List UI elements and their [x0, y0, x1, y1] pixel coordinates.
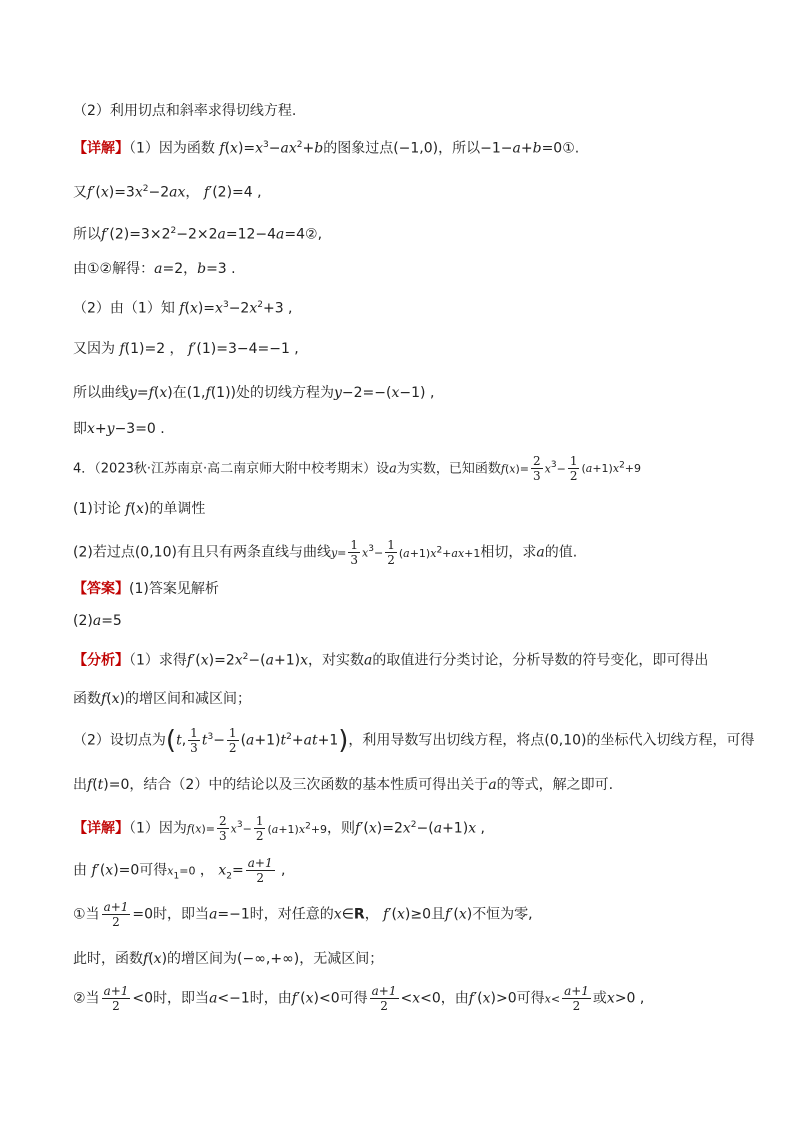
text: （1）因为 [129, 820, 187, 837]
text: ，利用导数写出切线方程，将点 [348, 732, 545, 749]
text: 又因为 [73, 341, 115, 357]
text: 的图象过点 [323, 140, 394, 157]
text: ， [185, 184, 200, 201]
text-line: 出f(t)=0，结合（2）中的结论以及三次函数的基本性质可得出关于a的等式，解之即可. [73, 777, 614, 793]
text-line: 函数f(x)的增区间和减区间； [73, 691, 252, 707]
text: 可得 [516, 990, 545, 1007]
text: ①. [562, 140, 580, 157]
text-line: 【分析】（1）求得$f'(x)=2x^2-(a+1)x$，对实数a的取值进行分类讨论，分析导数的符号变化，即可得出 [73, 652, 709, 669]
text: 时，对任意的 [249, 906, 334, 923]
text-line: (2)若过点(0,10)有且只有两条直线与曲线y= $\frac{1}{3}$ $x^3-$ $\frac{1}{2}$ $(a+1)x^2+ax+1$相切，求a的值. [73, 538, 578, 568]
text: 由①②解得： [73, 261, 155, 277]
text: 此时，函数 [73, 951, 143, 967]
text: （1）因为函数 [129, 140, 215, 157]
text: （2）利用切点和斜率求得切线方程. [73, 103, 297, 119]
text: 即 [73, 421, 87, 437]
label-analysis: 【分析】 [73, 652, 129, 669]
text: 为实数，已知函数 [396, 461, 501, 477]
text: 的增区间为 [167, 951, 238, 967]
text-line: 又因为 f(1)=2 ， f′(1)=3−4=−1 , [73, 341, 299, 357]
text: 在 [172, 385, 187, 401]
text: ②, [305, 226, 323, 243]
text: 时，由 [249, 990, 292, 1007]
text: 函数 [73, 691, 101, 707]
text: 可得 [339, 990, 368, 1007]
text-line: ①当 $\frac{a+1}{2}$ =0时，即当a=−1时，对任意的x∈R， f′(x)≥0且f′(x)不恒为零, [73, 900, 533, 929]
text: 的增区间和减区间； [125, 691, 252, 707]
text-line: （2）由（1）知 $f(x)=x^3-2x^2+3$ , [73, 300, 293, 317]
text: (2) [73, 613, 93, 629]
text: (2)若过点 [73, 544, 135, 561]
question-4: 4．（2023秋·江苏南京·高二南京师大附中校考期末）设a为实数，已知函数f(x)= $\frac{2}{3}$ $x^3-$ $\frac{1}{2}$ $(a+1)x^2+9$ [73, 454, 642, 484]
text-line: 所以曲线y=f(x)在(1,f(1))处的切线方程为y−2=−(x−1) , [73, 385, 435, 401]
text: （1）求得 [129, 652, 187, 669]
text: 且 [430, 906, 445, 923]
text: 的取值进行分类讨论，分析导数的符号变化，即可得出 [372, 652, 709, 669]
text: ①当 [73, 906, 100, 923]
text: （2）由（1）知 [73, 300, 175, 317]
text: ，由 [440, 990, 469, 1007]
text-line: 【详解】（1）因为函数 $f(x)=x^3-ax^2+b$的图象过点(−1,0)，所以−1−a+b=0①. [73, 140, 580, 157]
text-line [73, 578, 219, 600]
text: 可得 [139, 862, 168, 879]
text: ， [364, 906, 379, 923]
text: 所以曲线 [73, 385, 129, 401]
text-line: ②当 $\frac{a+1}{2}$ <0时，即当a<−1时，由f′(x)<0可得 $\frac{a+1}{2}$ <x<0，由f′(x)>0可得x< $\frac{a+1}{2}$ 或x>0 , [73, 984, 645, 1013]
text-line: 又$f'(x)=3x^2-2ax$， f′(2)=4 , [73, 184, 262, 201]
text: 相切，求 [480, 544, 537, 561]
text: 处的切线方程为 [236, 385, 334, 401]
text-line: (2)a=5 [73, 613, 122, 629]
text: (1)讨论 [73, 501, 121, 517]
text: 有且只有两条直线与曲线 [176, 544, 331, 561]
text: ，所以 [438, 140, 481, 157]
label-detail: 【详解】 [73, 140, 129, 157]
text: ②当 [73, 990, 100, 1007]
text: 时，即当 [153, 990, 210, 1007]
text: 所以 [73, 226, 101, 243]
text: ，无减区间； [299, 951, 384, 967]
text-line: 【详解】（1）因为f(x)= $\frac{2}{3}$ $x^3-$ $\frac{1}{2}$ $(a+1)x^2+9$，则$f'(x)=2x^2-(a+1)x$ , [73, 814, 485, 844]
text-line: 此时，函数f(x)的增区间为(−∞,+∞)，无减区间； [73, 951, 384, 967]
text: 又 [73, 184, 87, 201]
text-line: （2）设切点为(t, $\frac{1}{3}$ $t^3-$ $\frac{1}{2}$ $(a+1)t^2+at+1$)，利用导数写出切线方程，将点(0,10)的坐标代入切线方程，可得 [73, 725, 755, 756]
text: (1)答案见解析 [129, 581, 219, 597]
text-line: 所以$f'(2)=3\times 2^2-2\times 2a=12-4a=4②$, [73, 226, 323, 243]
text: 的值. [544, 544, 578, 561]
label-detail: 【详解】 [73, 820, 129, 837]
text: 时，即当 [153, 906, 210, 923]
text: 的坐标代入切线方程，可得 [586, 732, 755, 749]
text: 不恒为零, [472, 906, 533, 923]
text-line: 即x+y−3=0 . [73, 421, 165, 437]
text-line: 由 f′(x)=0可得$x_1=0$ ， $x_2=$ $\frac{a+1}{2}$ , [73, 856, 286, 885]
text: 的单调性 [149, 501, 206, 517]
text-line: 由①②解得：a=2，b=3 . [73, 261, 236, 277]
text: ，对实数 [307, 652, 364, 669]
label-answer: 【答案】 [73, 581, 129, 597]
text: 由 [73, 862, 87, 879]
text: （2）设切点为 [73, 732, 166, 749]
text: 的等式，解之即可. [496, 777, 614, 793]
text-line: (1)讨论 f(x)的单调性 [73, 501, 206, 517]
text-line [73, 100, 296, 122]
text: 4．（2023秋·江苏南京·高二南京师大附中校考期末）设 [73, 461, 390, 477]
text: ，结合（2）中的结论以及三次函数的基本性质可得出关于 [129, 777, 489, 793]
text: ，则 [327, 820, 356, 837]
text: 出 [73, 777, 87, 793]
text: 或 [592, 990, 607, 1007]
